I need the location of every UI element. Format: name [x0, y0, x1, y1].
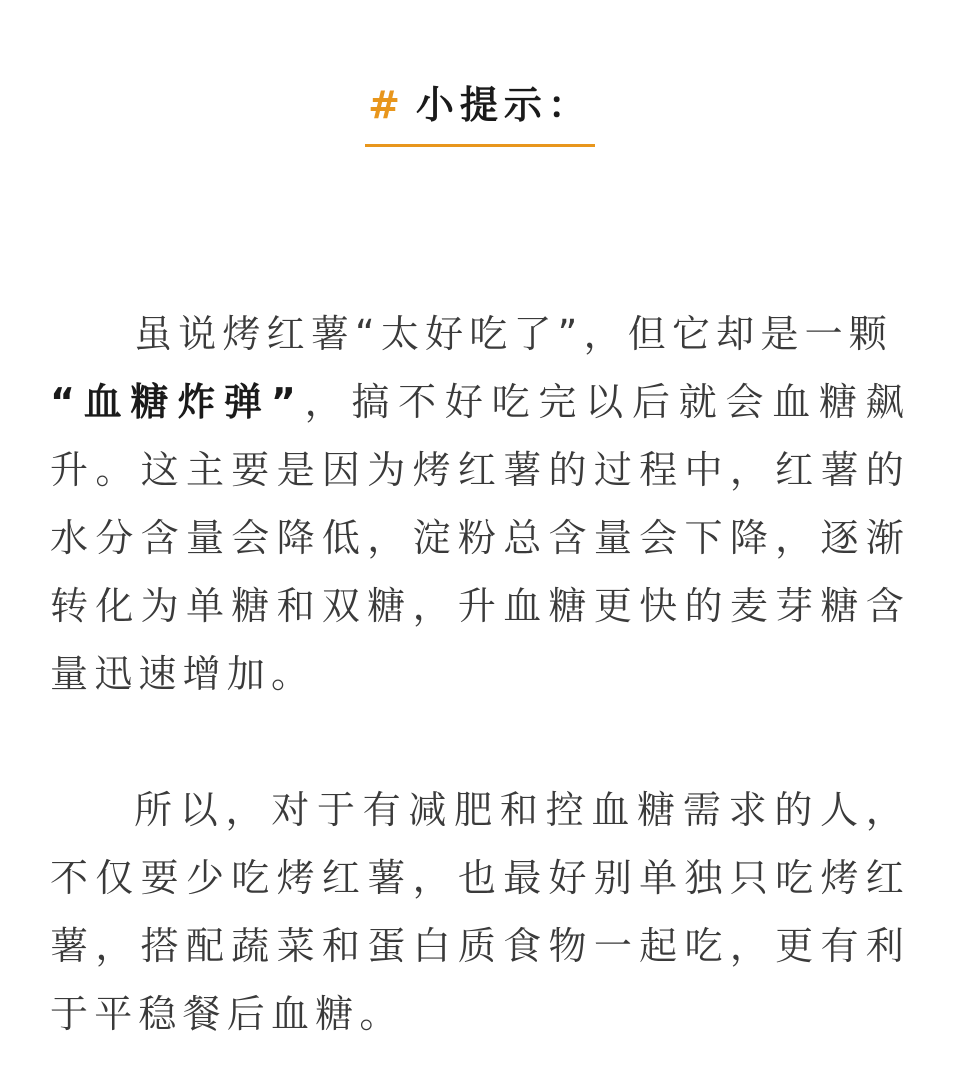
paragraph2-text: 所以，对于有减肥和控血糖需求的人，不仅要少吃烤红薯，也最好别单独只吃烤红薯，搭配蔬菜和蛋白质食物一起吃，更有利于平稳餐后血糖。 — [50, 788, 910, 1036]
hash-icon: # — [368, 83, 406, 127]
blood-sugar-bomb-highlight: “血糖炸弹” — [50, 380, 302, 424]
tip-title-text: 小提示： — [415, 83, 592, 127]
paragraph1-text-end: ，搞不好吃完以后就会血糖飙升。这主要是因为烤红薯的过程中，红薯的水分含量会降低，淀粉总含量会下降，逐渐转化为单糖和双糖，升血糖更快的麦芽糖含量迅速增加。 — [50, 380, 910, 696]
title-underline — [365, 144, 595, 147]
tip-header — [0, 82, 960, 128]
paragraph-advice — [50, 776, 910, 1048]
article-body — [50, 300, 910, 1048]
paragraph1-text-start: 虽说烤红薯“太好吃了”，但它却是一颗 — [134, 312, 893, 356]
paragraph-sweet-potato-sugar — [50, 300, 910, 708]
tip-title — [368, 82, 592, 128]
